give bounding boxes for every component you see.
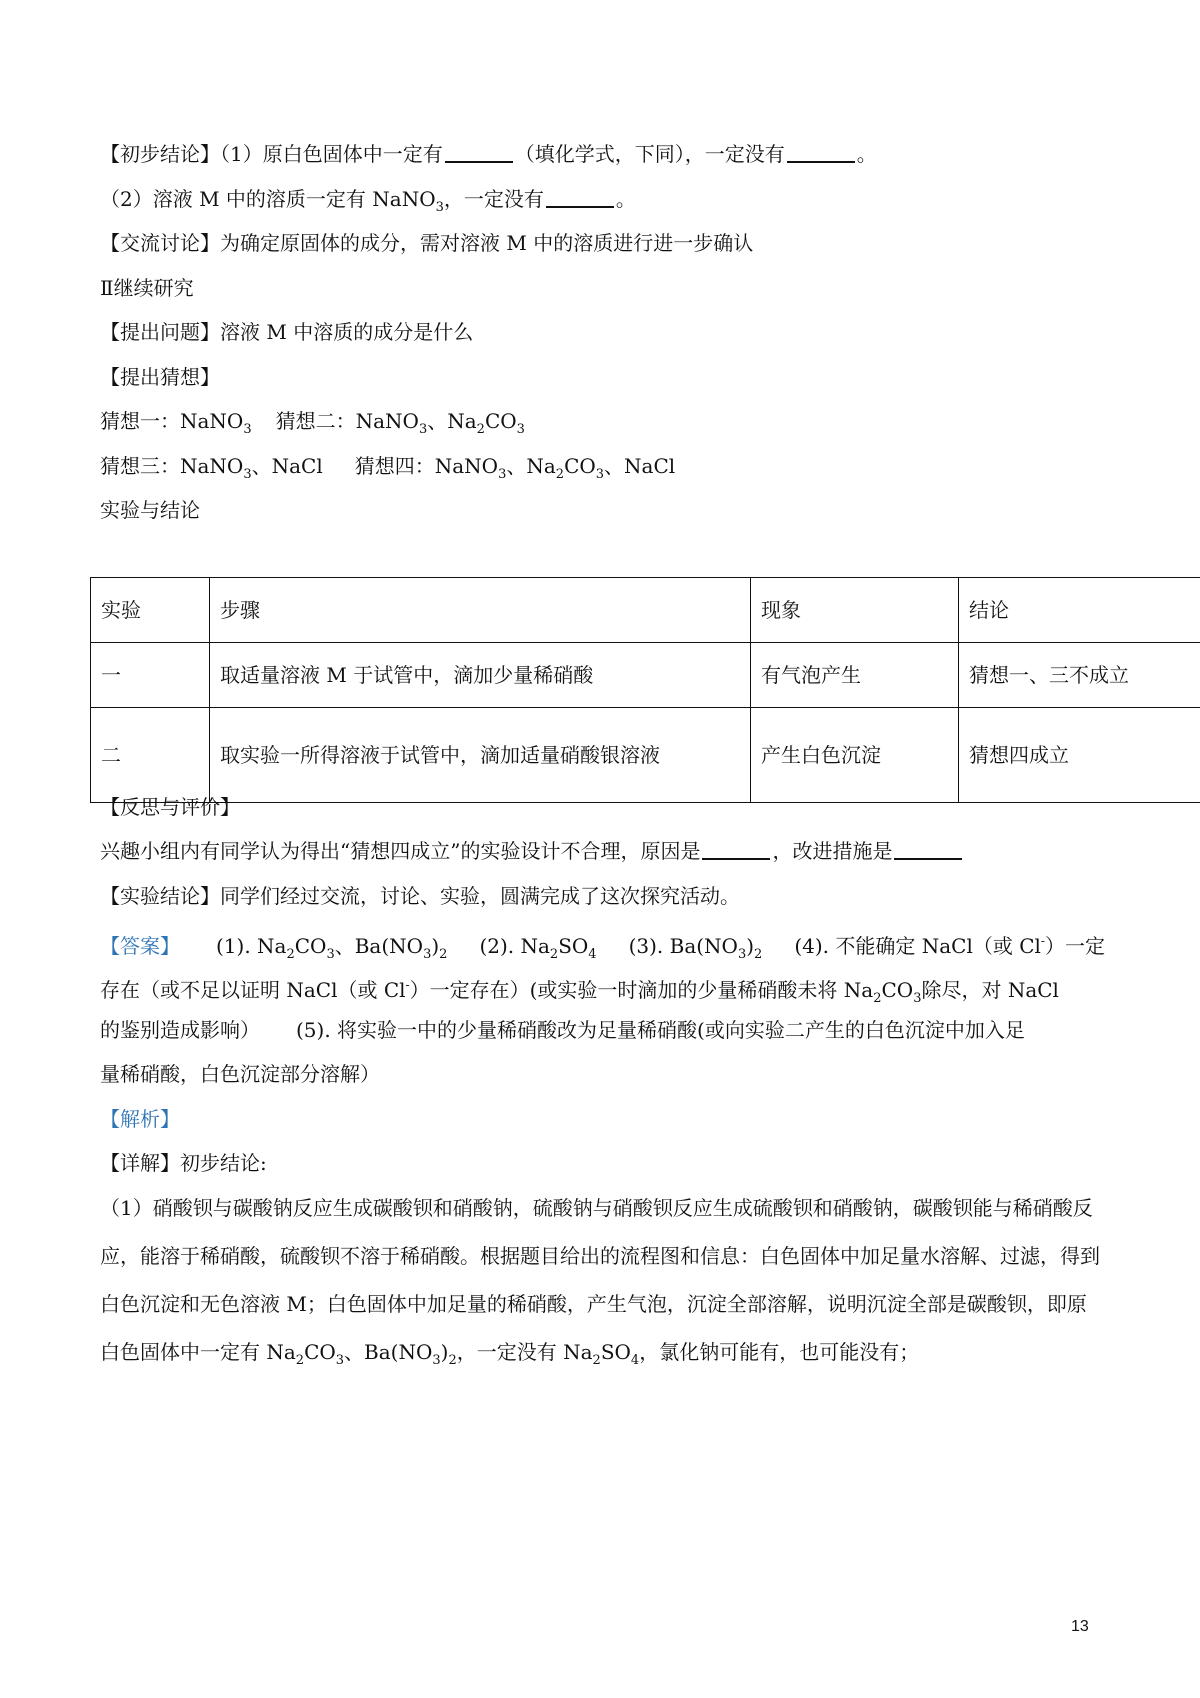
answer-line-2: 存在（或不足以证明 NaCl（或 Cl-）一定存在）(或实验一时滴加的少量稀硝酸未将 $Na_2CO_3$除尽，对 NaCl (100, 978, 1059, 1006)
detail-paragraph: （1）硝酸钡与碳酸钠反应生成碳酸钡和硝酸钠，硫酸钠与硝酸钡反应生成硫酸钡和硝酸钠，碳酸钡能与稀硝酸反应，能溶于稀硝酸，硫酸钡不溶于稀硝酸。根据题目给出的流程图和信息：白色固体中加足量水溶解、过滤，得到白色沉淀和无色溶液 M；白色固体中加足量的稀硝酸，产生气泡，沉淀全部溶解，说明沉淀全部是碳酸钡，即原白色固体中一定有 $Na_2CO_3$、$Ba(NO_3)_2$，一定没有 $Na_2SO_4$，氯化钠可能有，也可能没有； (100, 1196, 1100, 1368)
table-header: 结论 (959, 578, 1200, 643)
answer-blank-5[interactable] (894, 838, 962, 860)
table-header: 实验 (91, 578, 210, 643)
table-cell: 二 (91, 708, 210, 803)
hypothesis-line-2: 猜想三：NaNO$_3$、NaCl 猜想四：NaNO$_3$、$Na_2CO_3$、NaCl (100, 454, 676, 482)
answer-line-4: 量稀硝酸，白色沉淀部分溶解） (100, 1062, 380, 1086)
table-header: 步骤 (210, 578, 751, 643)
experiment-title: 实验与结论 (100, 498, 200, 522)
prelim-line-2: （2）溶液 M 中的溶质一定有 NaNO$_3$，一定没有 。 (100, 187, 636, 215)
question-line: 【提出问题】溶液 M 中溶质的成分是什么 (100, 320, 474, 344)
discussion-line: 【交流讨论】为确定原固体的成分，需对溶液 M 中的溶质进行进一步确认 (100, 231, 754, 255)
answer-blank-2[interactable] (787, 141, 855, 163)
table-cell: 猜想一、三不成立 (959, 643, 1200, 708)
table-cell: 一 (91, 643, 210, 708)
table-cell: 猜想四成立 (959, 708, 1200, 803)
table-header-row (91, 578, 1200, 643)
table-row (91, 643, 1200, 708)
table-cell: 产生白色沉淀 (751, 708, 959, 803)
page-number: 13 (1071, 1618, 1089, 1635)
answer-blank-1[interactable] (445, 141, 513, 163)
answer-line-1: 【答案】 (1). $Na_2CO_3$、$Ba(NO_3)_2$ (2). $Na_2SO_4$ (3). $Ba(NO_3)_2$ (4). 不能确定 NaCl（或 Cl-）一定 (100, 934, 1105, 962)
table-cell: 有气泡产生 (751, 643, 959, 708)
answer-line-3: 的鉴别造成影响） (5). 将实验一中的少量稀硝酸改为足量稀硝酸(或向实验二产生的白色沉淀中加入足 (100, 1018, 1025, 1042)
answer-blank-4[interactable] (702, 838, 770, 860)
reflection-line: 兴趣小组内有同学认为得出“猜想四成立”的实验设计不合理，原因是 ，改进措施是 (100, 837, 964, 865)
answer-tag: 【答案】 (100, 934, 180, 958)
experiment-table (90, 577, 1200, 803)
conclusion-line: 【实验结论】同学们经过交流，讨论、实验，圆满完成了这次探究活动。 (100, 884, 740, 908)
prelim-tag: 【初步结论】 (100, 142, 220, 166)
prelim-line-1: 【初步结论】（1）原白色固体中一定有 （填化学式，下同），一定没有 。 (100, 142, 877, 166)
table-cell: 取适量溶液 M 于试管中，滴加少量稀硝酸 (210, 643, 751, 708)
hypothesis-line-1: 猜想一：NaNO$_3$ 猜想二：NaNO$_3$、$Na_2CO_3$ (100, 409, 525, 437)
table-cell: 取实验一所得溶液于试管中，滴加适量硝酸银溶液 (210, 708, 751, 803)
hypothesis-heading: 【提出猜想】 (100, 365, 220, 389)
section-heading: Ⅱ继续研究 (100, 276, 194, 300)
table-row (91, 708, 1200, 803)
reflection-heading: 【反思与评价】 (100, 795, 240, 819)
table-header: 现象 (751, 578, 959, 643)
answer-blank-3[interactable] (546, 186, 614, 208)
detail-heading: 【详解】初步结论: (100, 1151, 267, 1175)
analysis-tag: 【解析】 (100, 1107, 180, 1131)
